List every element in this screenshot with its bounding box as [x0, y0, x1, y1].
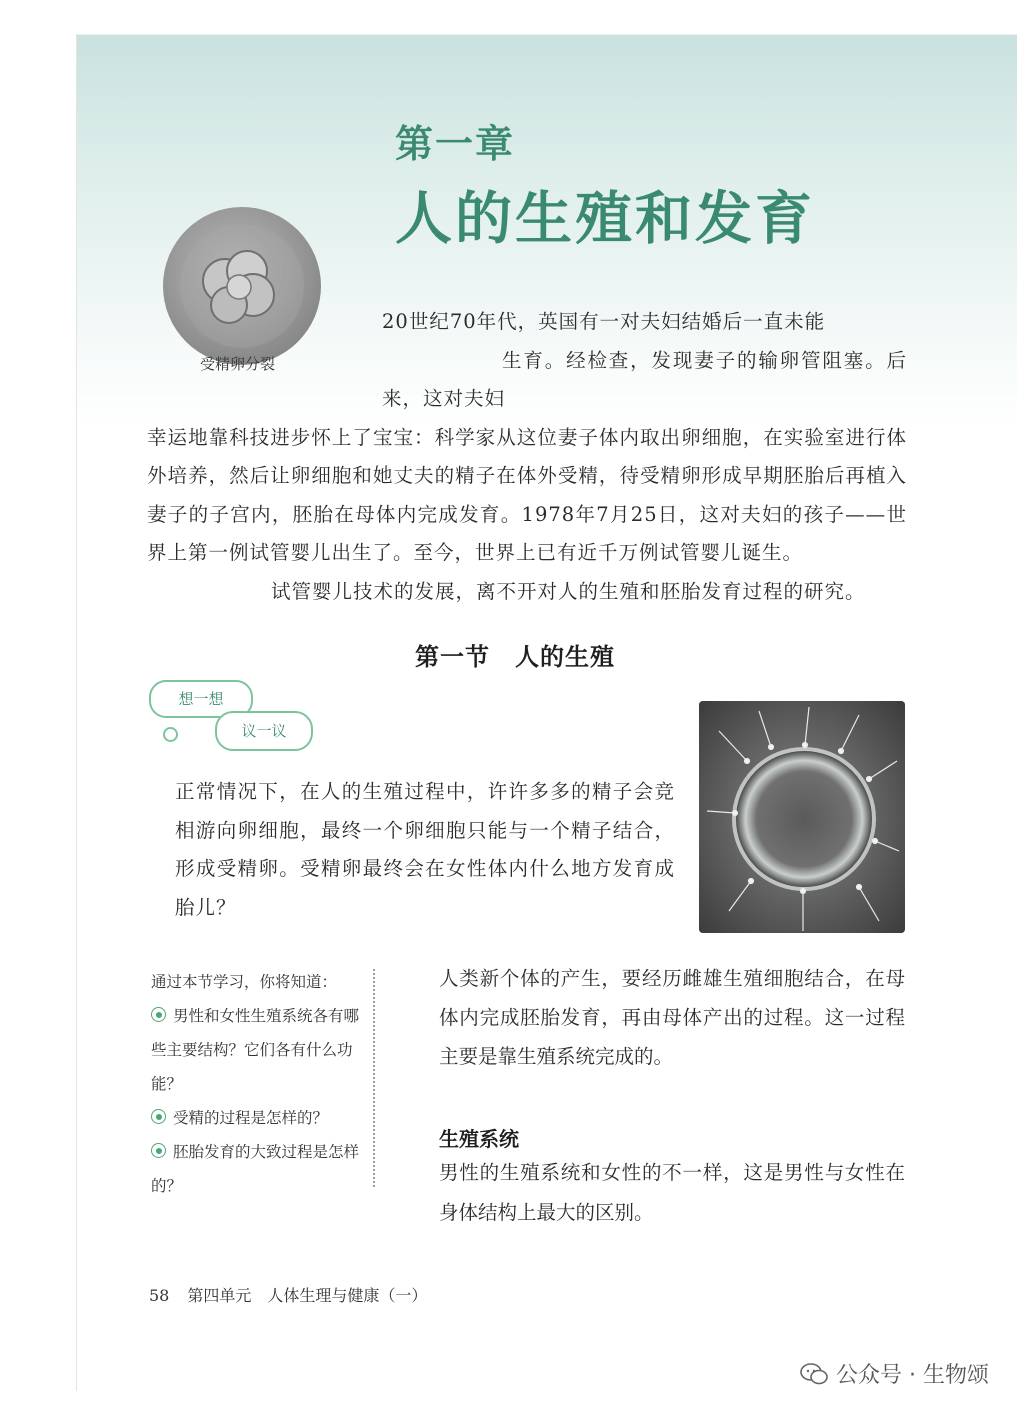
goal-item [151, 1101, 369, 1135]
think-bubble: 想一想 [149, 680, 253, 718]
subsection-heading: 生殖系统 [439, 1127, 519, 1151]
unit-title: 第四单元 人体生理与健康（一） [187, 1286, 428, 1305]
bullet-icon [151, 1109, 166, 1124]
bullet-icon [151, 1007, 166, 1022]
wechat-watermark [800, 1358, 989, 1389]
page-footer [149, 1283, 427, 1306]
section-title: 第一节 人的生殖 [415, 643, 615, 671]
reproductive-system-paragraph: 男性的生殖系统和女性的不一样，这是男性与女性在身体结构上最大的区别。 [439, 1161, 905, 1224]
bullet-icon [151, 1143, 166, 1158]
wechat-icon [800, 1363, 828, 1385]
goal-text: 受精的过程是怎样的？ [173, 1109, 329, 1127]
goals-divider [373, 969, 375, 1187]
chapter-title: 人的生殖和发育 [395, 186, 815, 252]
chapter-label: 第一章 [395, 122, 516, 166]
discuss-bubble: 议一议 [215, 711, 313, 751]
textbook-page [76, 34, 1017, 1391]
think-discuss-paragraph: 正常情况下，在人的生殖过程中，许许多多的精子会竞相游向卵细胞，最终一个卵细胞只能与一个精子结合，形成受精卵。受精卵最终会在女性体内什么地方发育成胎儿？ [175, 780, 675, 919]
intro-line-2: 生育。经检查，发现妻子的输卵管阻塞。后来，这对夫妇 [382, 348, 907, 410]
intro-paragraph-1 [227, 303, 907, 419]
intro-paragraph-2: 试管婴儿技术的发展，离不开对人的生殖和胚胎发育过程的研究。 [271, 579, 866, 603]
goals-intro: 通过本节学习，你将知道： [151, 973, 338, 991]
main-paragraph-text: 人类新个体的产生，要经历雌雄生殖细胞结合，在母体内完成胚胎发育，再由母体产出的过程。这一过程主要是靠生殖系统完成的。 [439, 967, 905, 1068]
goal-text: 胚胎发育的大致过程是怎样的？ [151, 1143, 360, 1195]
reproductive-system-text [395, 1153, 905, 1233]
chapter-intro [147, 303, 907, 611]
bubble-dot-icon [163, 727, 178, 742]
page-number: 58 [149, 1286, 170, 1305]
goal-item [151, 999, 369, 1101]
watermark-text: 公众号 · 生物颂 [836, 1363, 989, 1388]
sperm-egg-photo [699, 701, 905, 933]
learning-goals [151, 965, 369, 1203]
main-paragraph [395, 959, 905, 1076]
goal-item [151, 1135, 369, 1203]
intro-paragraph-1-rest: 幸运地靠科技进步怀上了宝宝：科学家从这位妻子体内取出卵细胞，在实验室进行体外培养，然后让卵细胞和她丈夫的精子在体外受精，待受精卵形成早期胚胎后再植入妻子的子宫内，胚胎在母体内完成发育。1978年7月25日，这对夫妇的孩子——世界上第一例试管婴儿出生了。至今，世界上已有近千万例试管婴儿诞生。 [147, 425, 907, 564]
think-discuss-text [175, 773, 675, 927]
photo-caption: 受精卵分裂 [200, 355, 276, 373]
intro-line-1: 20世纪70年代，英国有一对夫妇结婚后一直未能 [382, 310, 826, 333]
goal-text: 男性和女性生殖系统各有哪些主要结构？它们各有什么功能？ [151, 1007, 360, 1093]
